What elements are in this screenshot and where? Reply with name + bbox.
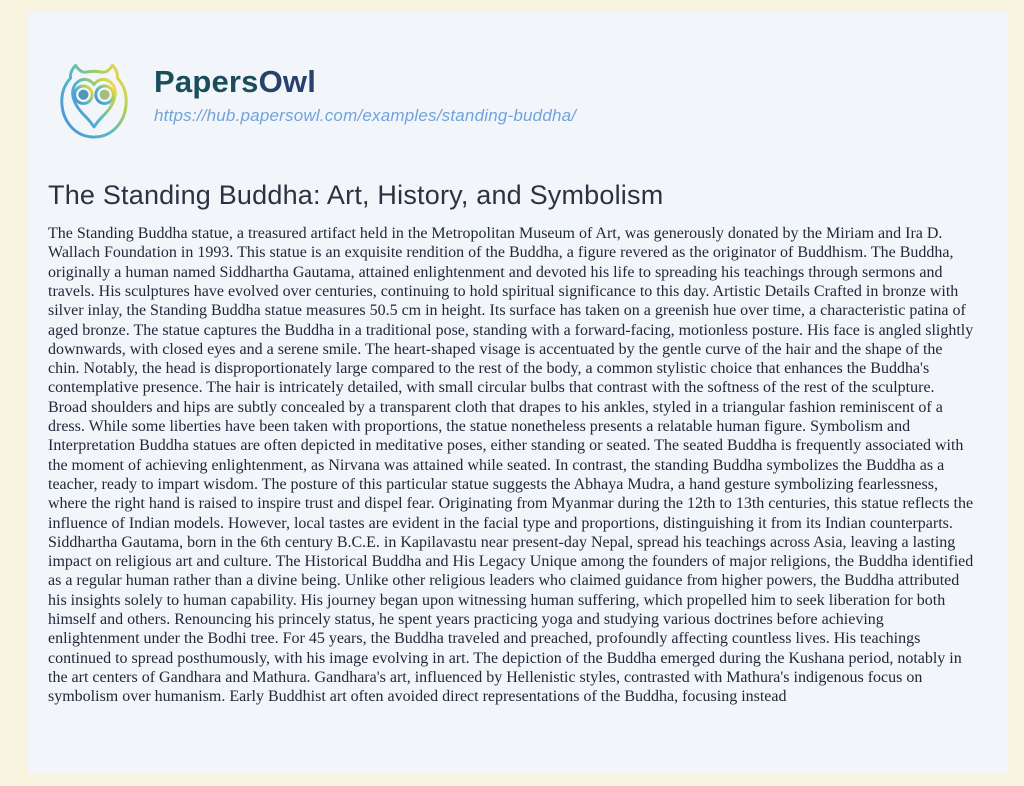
owl-icon	[48, 57, 140, 149]
brand-name-papers: Papers	[154, 64, 259, 99]
document-header	[48, 57, 976, 152]
document-page	[28, 12, 1008, 773]
source-url-link[interactable]: https://hub.papersowl.com/examples/standing-buddha/	[154, 106, 577, 126]
brand-name	[154, 65, 576, 99]
brand-block	[154, 57, 576, 126]
article-title: The Standing Buddha: Art, History, and Symbolism	[48, 180, 664, 210]
article-body-text: The Standing Buddha statue, a treasured artifact held in the Metropolitan Museum of Art, was generously donated by the Miriam and Ira D. Wallach Foundation in 1993. This statue is an exquisite rendition of the Buddha, a figure revered as the originator of Buddhism. The Buddha, originally a human named Siddhartha Gautama, attained enlightenment and devoted his life to spreading his teachings through sermons and travels. His sculptures have evolved over centuries, continuing to hold spiritual significance to this day. Artistic Details Crafted in bronze with silver inlay, the Standing Buddha statue measures 50.5 cm in height. Its surface has taken on a greenish hue over time, a characteristic patina of aged bronze. The statue captures the Buddha in a traditional pose, standing with a forward-facing, motionless posture. His face is angled slightly downwards, with closed eyes and a serene smile. The heart-shaped visage is accentuated by the gentle curve of the hair and the shape of the chin. Notably, the head is disproportionately large compared to the rest of the body, a common stylistic choice that enhances the Buddha's contemplative presence. The hair is intricately detailed, with small circular bulbs that contrast with the softness of the rest of the sculpture. Broad shoulders and hips are subtly concealed by a transparent cloth that drapes to his ankles, styled in a triangular fashion reminiscent of a dress. While some liberties have been taken with proportions, the statue nonetheless presents a relatable human figure. Symbolism and Interpretation Buddha statues are often depicted in meditative poses, either standing or seated. The seated Buddha is frequently associated with the moment of achieving enlightenment, as Nirvana was attained while seated. In contrast, the standing Buddha symbolizes the Buddha as a teacher, ready to impart wisdom. The posture of this particular statue suggests the Abhaya Mudra, a hand gesture symbolizing fearlessness, where the right hand is raised to inspire trust and dispel fear. Originating from Myanmar during the 12th to 13th centuries, this statue reflects the influence of Indian models. However, local tastes are evident in the facial type and proportions, distinguishing it from its Indian counterparts. Siddhartha Gautama, born in the 6th century B.C.E. in Kapilavastu near present-day Nepal, spread his teachings across Asia, leaving a lasting impact on religious art and culture. The Historical Buddha and His Legacy Unique among the founders of major religions, the Buddha identified as a regular human rather than a divine being. Unlike other religious leaders who claimed guidance from higher powers, the Buddha attributed his insights solely to human capability. His journey began upon witnessing human suffering, which propelled him to seek liberation for both himself and others. Renouncing his princely status, he spent years practicing yoga and studying various doctrines before achieving enlightenment under the Bodhi tree. For 45 years, the Buddha traveled and preached, profoundly affecting countless lives. His teachings continued to spread posthumously, with his image evolving in art. The depiction of the Buddha emerged during the Kushana period, notably in the art centers of Gandhara and Mathura. Gandhara's art, influenced by Hellenistic styles, contrasted with Mathura's indigenous focus on symbolism over humanism. Early Buddhist art often avoided direct representations of the Buddha, focusing instead	[48, 225, 974, 706]
brand-name-owl: Owl	[258, 64, 317, 99]
